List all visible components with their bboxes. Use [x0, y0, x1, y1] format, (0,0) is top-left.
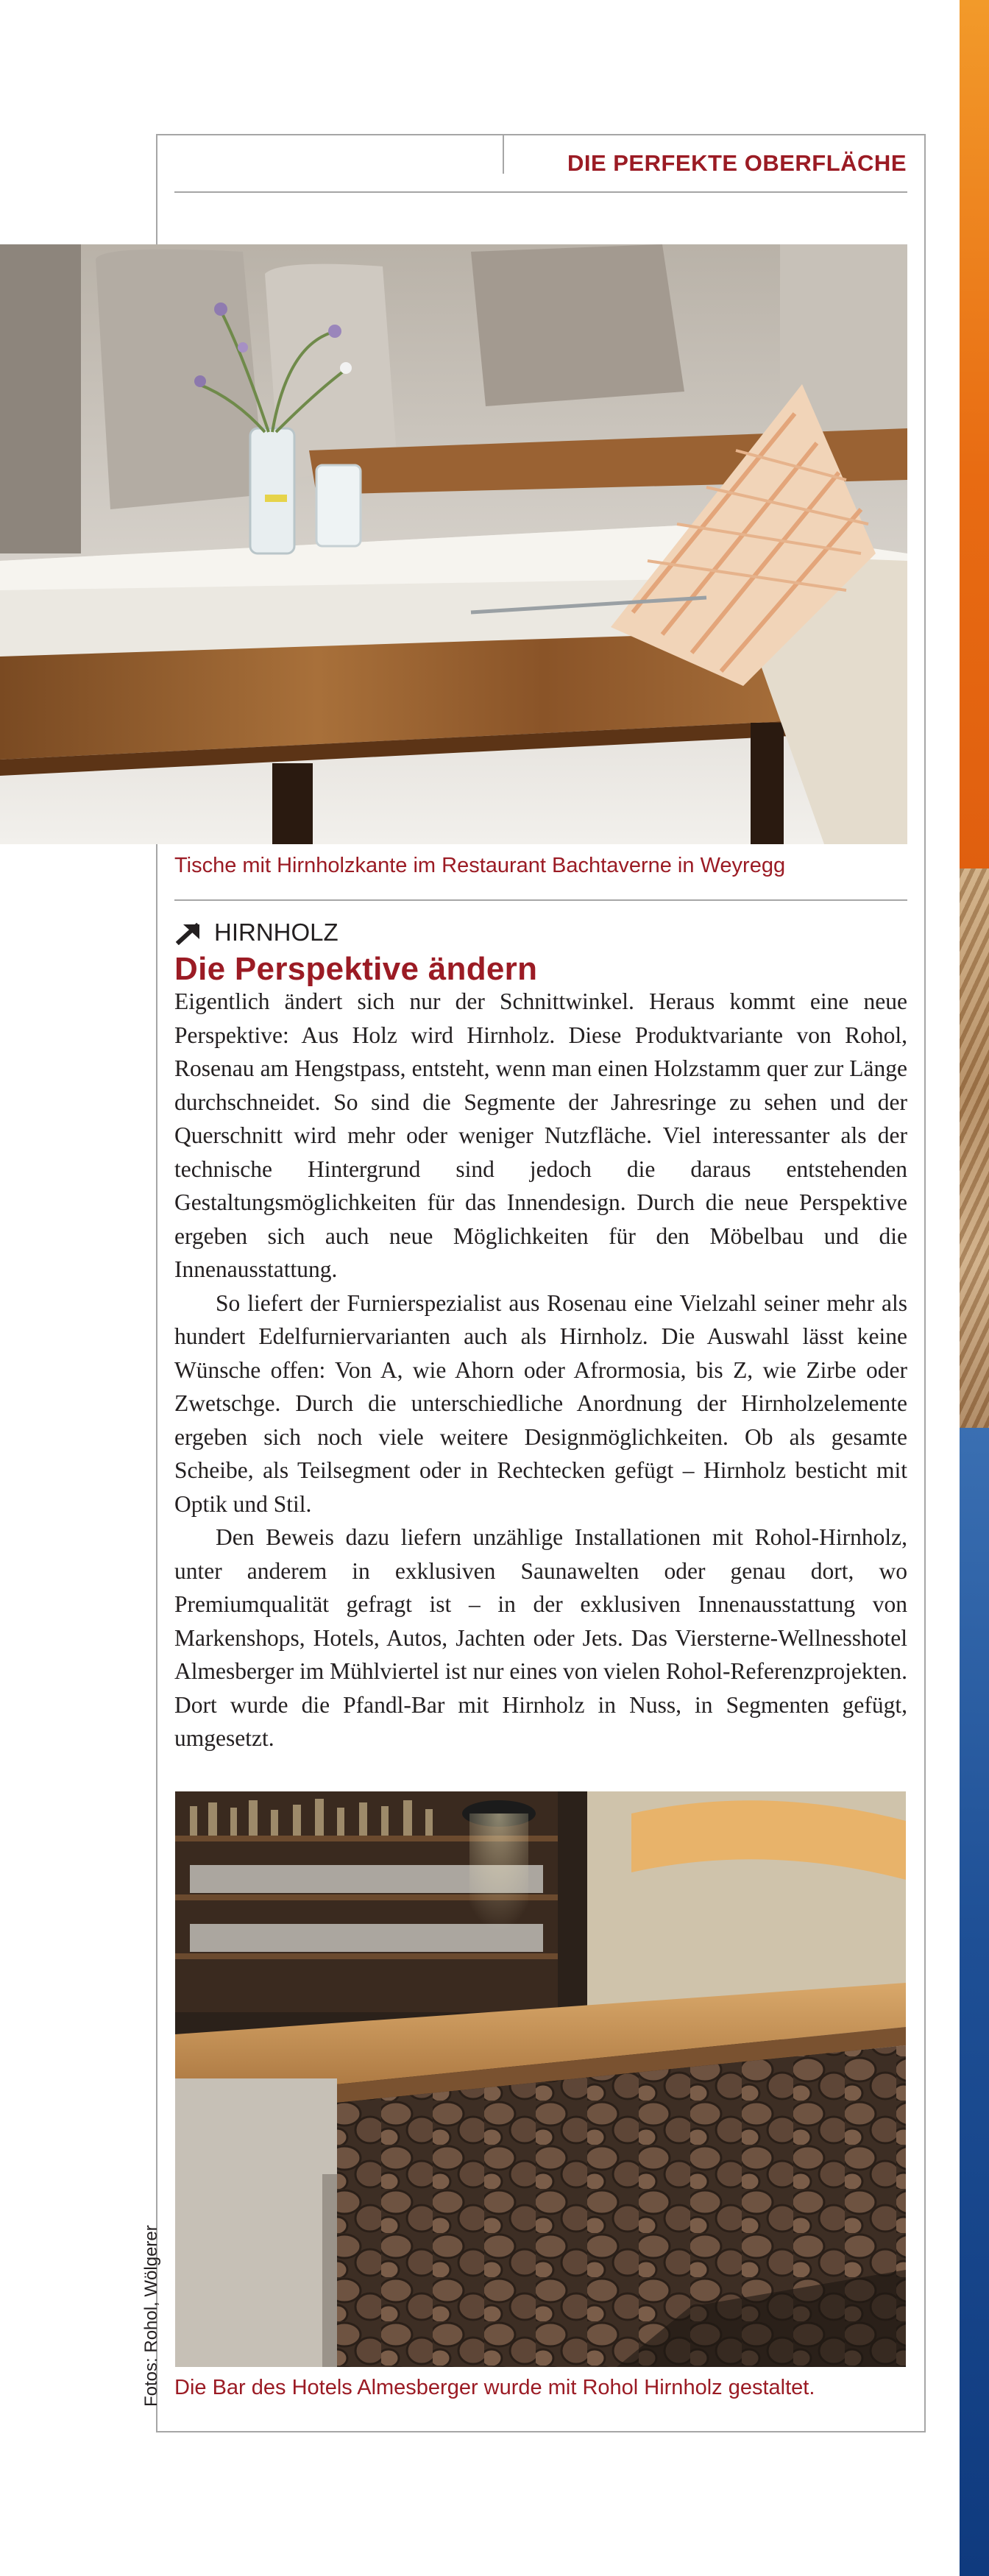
photo1-caption: Tische mit Hirnholzkante im Restaurant Bachtaverne in Weyregg: [174, 854, 786, 877]
hotel-bar-photo: [175, 1791, 906, 2367]
restaurant-table-photo: [0, 244, 907, 844]
article-paragraph: Den Beweis dazu liefern unzählige Installationen mit Rohol-Hirnholz, unter anderem in exklusiven Saunawelten oder genau dort, wo Premiumqualität gefragt ist – in der exklusiven Innenausstattung von Markenshops, Hotels, Autos, Jachten oder Jets. Das Viersterne-Wellnesshotel Almesberger im Mühlviertel ist nur eines von vielen Rohol-Referenzprojekten. Dort wurde die Pfandl-Bar mit Hirnholz in Nuss, in Segmenten gefügt, umgesetzt.: [174, 1524, 907, 1751]
article-kicker: [174, 919, 338, 946]
article-title: Die Perspektive ändern: [174, 951, 538, 987]
strip-blue: [960, 1428, 989, 2576]
article-paragraph: So liefert der Furnierspezialist aus Rosenau eine Vielzahl seiner mehr als hundert Edelfurniervarianten auch als Hirnholz. Die Auswahl lässt keine Wünsche offen: Von A, wie Ahorn oder Afrormosia, bis Z, wie Zirbe oder Zwetschge. Durch die unterschiedliche Anordnung der Hirnholzelemente ergeben sich noch viele weitere Designmöglichkeiten. Ob als gesamte Scheibe, als Teilsegment oder in Rechtecken gefügt – Hirnholz besticht mit Optik und Stil.: [174, 1289, 907, 1517]
side-color-strip: [960, 0, 989, 2576]
header-rule: [174, 191, 907, 193]
kicker-label: HIRNHOLZ: [214, 919, 338, 946]
strip-wood-texture: [960, 868, 989, 1428]
photo2-caption: Die Bar des Hotels Almesberger wurde mit Rohol Hirnholz gestaltet.: [174, 2376, 815, 2399]
caption-rule: [174, 899, 907, 901]
article-paragraph: Eigentlich ändert sich nur der Schnittwinkel. Heraus kommt eine neue Perspektive: Aus Holz wird Hirnholz. Diese Produktvariante von Rohol, Rosenau am Hengstpass, entsteht, wenn man einen Holzstamm quer zur Länge durchschneidet. So sind die Segmente der Jahresringe zu sehen und der Querschnitt wird mehr oder weniger Nutzfläche. Viel interessanter als der technische Hintergrund sind jedoch die daraus entstehenden Gestaltungsmöglichkeiten für das Innendesign. Durch die neue Perspektive ergeben sich auch neue Möglichkeiten für den Möbelbau und die Innenausstattung.: [174, 988, 907, 1282]
strip-orange: [960, 0, 989, 868]
header-divider: [503, 135, 504, 174]
article-body: [174, 985, 907, 1755]
frame-top-border: [156, 134, 926, 135]
arrow-up-right-icon: [174, 920, 204, 945]
section-title: DIE PERFEKTE OBERFLÄCHE: [567, 150, 907, 176]
photo-credit: Fotos: Rohol, Wölgerer: [141, 2225, 161, 2407]
